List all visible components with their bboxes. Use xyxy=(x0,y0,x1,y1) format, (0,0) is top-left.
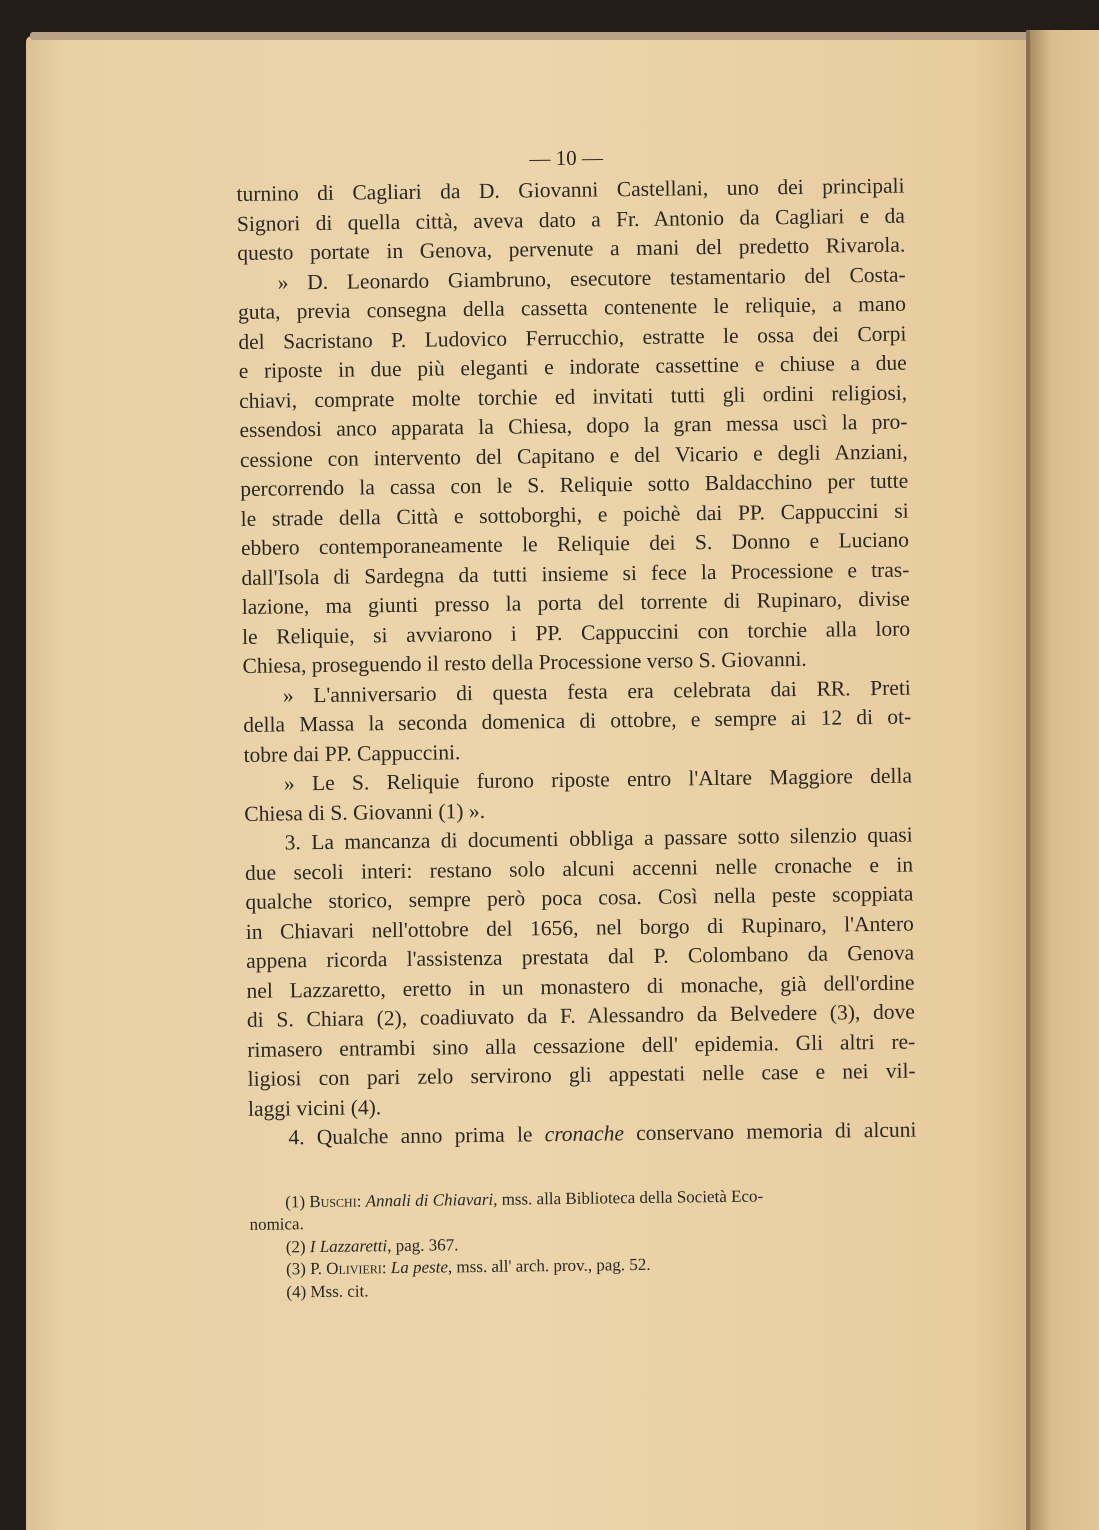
text-segment: La peste xyxy=(390,1257,449,1278)
text-segment: I Lazzaretti xyxy=(309,1235,388,1256)
text-segment: e riposte in due più eleganti e indorate cassettine e chiuse a due xyxy=(238,350,907,383)
text-segment: percorrendo la cassa con le S. Reliquie sotto Baldacchino per tutte xyxy=(240,468,909,501)
text-segment: tobre dai PP. Cappuccini. xyxy=(243,739,461,767)
text-segment: » Le S. Reliquie furono riposte entro l'Altare Maggiore della xyxy=(283,763,913,796)
text-segment: 3. La mancanza di documenti obbliga a passare sotto silenzio quasi xyxy=(284,822,913,855)
text-segment: qualche storico, sempre però poca cosa. Così nella peste scoppiata xyxy=(245,881,914,914)
text-segment: nel Lazzaretto, eretto in un monastero di monache, già dell'ordine xyxy=(246,970,915,1003)
text-segment: rimasero entrambi sino alla cessazione dell' epidemia. Gli altri re- xyxy=(247,1029,916,1062)
text-segment: dall'Isola di Sardegna da tutti insieme si fece la Processione e tras- xyxy=(241,557,910,590)
text-segment: due secoli interi: restano solo alcuni accenni nelle cronache e in xyxy=(244,852,914,885)
footnote-content xyxy=(286,1235,459,1256)
text-segment: » D. Leonardo Giambruno, esecutore testamentario del Costa- xyxy=(277,262,906,294)
text-segment: guta, previa consegna della cassetta contenente le reliquie, a mano xyxy=(237,291,907,324)
text-segment: di S. Chiara (2), coadiuvato da F. Alessandro da Belvedere (3), dove xyxy=(246,999,916,1032)
text-segment: della Massa la seconda domenica di ottobre, e sempre ai 12 di ot- xyxy=(243,704,912,737)
text-segment: chiavi, comprate molte torchie ed invitati tutti gli ordini religiosi, xyxy=(238,380,908,413)
footnote-content xyxy=(249,1214,304,1234)
footnote-content xyxy=(286,1281,368,1301)
body-text xyxy=(236,172,916,1154)
text-segment: del Sacristano P. Ludovico Ferrucchio, estratte le ossa dei Corpi xyxy=(238,321,907,354)
page-edge xyxy=(30,32,1030,40)
text-segment: , mss. alla Biblioteca della Società Eco- xyxy=(493,1185,764,1209)
text-segment: ebbero contemporaneamente le Reliquie dei S. Donno e Luciano xyxy=(240,527,910,560)
text-segment: essendosi anco apparata la Chiesa, dopo la gran messa uscì la pro- xyxy=(239,409,908,442)
footnote-content xyxy=(285,1186,763,1211)
footnotes xyxy=(249,1183,918,1304)
text-segment: le strade della Città e sottoborghi, e poichè dai PP. Cappuccini si xyxy=(240,498,909,531)
text-segment: : xyxy=(381,1258,391,1278)
facing-page-edge xyxy=(1030,30,1099,1530)
text-segment: cessione con intervento del Capitano e del Vicario e degli Anziani, xyxy=(239,439,908,472)
text-segment: turnino di Cagliari da D. Giovanni Castellani, uno dei principali xyxy=(236,173,905,206)
text-segment: appena ricorda l'assistenza prestata dal P. Colombano da Genova xyxy=(246,940,915,973)
page-number: — 10 — xyxy=(529,145,604,171)
page-text xyxy=(236,142,918,1304)
text-segment: (3) P. xyxy=(285,1258,327,1279)
text-segment: ligiosi con pari zelo servirono gli appestati nelle case e nei vil- xyxy=(247,1058,916,1091)
text-segment: lazione, ma giunti presso la porta del torrente di Rupinaro, divise xyxy=(241,586,910,619)
text-segment: (1) xyxy=(285,1191,310,1211)
text-segment: Chiesa, proseguendo il resto della Processione verso S. Giovanni. xyxy=(242,646,807,678)
text-segment: Olivieri xyxy=(326,1258,382,1278)
text-segment: (4) Mss. cit. xyxy=(286,1280,369,1301)
text-segment: Signori di quella città, aveva dato a Fr. Antonio da Cagliari e da xyxy=(236,203,906,236)
text-segment: 4. Qualche anno prima le xyxy=(288,1122,545,1150)
text-segment: : xyxy=(356,1190,366,1211)
text-segment: , mss. all' arch. prov., pag. 52. xyxy=(447,1254,651,1277)
text-segment: nomica. xyxy=(249,1214,304,1234)
text-segment: questo portate in Genova, pervenute a mani del predetto Rivarola. xyxy=(237,232,906,265)
footnote-content xyxy=(286,1255,651,1279)
text-segment: , pag. 367. xyxy=(387,1234,459,1255)
text-segment: conservano memoria di alcuni xyxy=(623,1117,917,1146)
text-segment: Buschi xyxy=(309,1191,357,1211)
text-segment: laggi vicini (4). xyxy=(247,1094,382,1121)
text-segment: in Chiavari nell'ottobre del 1656, nel borgo di Rupinaro, l'Antero xyxy=(245,911,914,944)
text-segment: (2) xyxy=(285,1236,310,1256)
text-segment: Chiesa di S. Giovanni (1) ». xyxy=(244,798,486,826)
text-segment: cronache xyxy=(544,1121,625,1147)
text-segment: » L'anniversario di questa festa era celebrata dai RR. Preti xyxy=(282,675,911,707)
text-segment: le Reliquie, si avviarono i PP. Cappuccini con torchie alla loro xyxy=(241,616,911,649)
text-segment: Annali di Chiavari xyxy=(365,1189,494,1210)
